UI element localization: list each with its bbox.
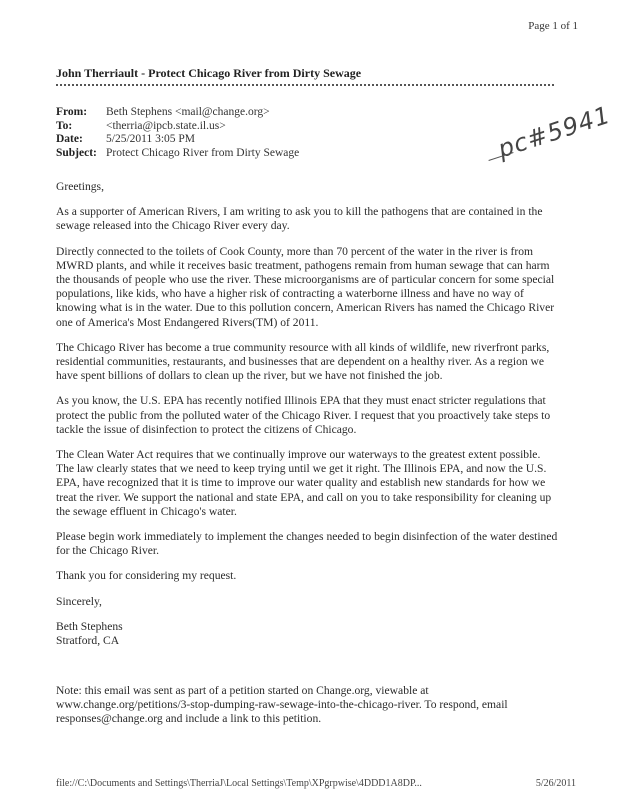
handwritten-annotation: pc#5941 bbox=[494, 100, 615, 164]
note-text: Note: this email was sent as part of a petition started on Change.org, viewable at www.change.org/petitions/3-stop-dumping-raw-sewage-into-the-chicago-river. To respond, email responses@change.org and include a link to this petition. bbox=[56, 684, 508, 726]
body-paragraph: Please begin work immediately to implement the changes needed to begin disinfection of the water destined for the Chicago River. bbox=[56, 530, 558, 558]
footer-date: 5/26/2011 bbox=[535, 778, 576, 789]
petition-note bbox=[56, 684, 560, 727]
header-value: Protect Chicago River from Dirty Sewage bbox=[106, 146, 300, 159]
body-paragraph: As a supporter of American Rivers, I am writing to ask you to kill the pathogens that are contained in the sewage released into the Chicago River every day. bbox=[56, 205, 543, 233]
print-footer bbox=[56, 778, 576, 789]
header-value: 5/25/2011 3:05 PM bbox=[106, 133, 196, 145]
signature-block bbox=[56, 620, 560, 648]
body-paragraph: The Chicago River has become a true community resource with all kinds of wildlife, new riverfront parks, residential communities, restaurants, and businesses that are dependent on a healthy river. As a region we have spent billions of dollars to clean up the river, but we have not finished the job. bbox=[56, 340, 550, 383]
header-to bbox=[56, 120, 299, 134]
email-headers bbox=[56, 106, 299, 160]
header-from bbox=[56, 106, 299, 120]
title-divider bbox=[56, 84, 554, 86]
body-paragraph: Thank you for considering my request. bbox=[56, 569, 237, 583]
header-label: Date: bbox=[56, 133, 83, 145]
header-subject bbox=[56, 147, 299, 161]
header-value: <therria@ipcb.state.il.us> bbox=[106, 119, 226, 132]
email-body bbox=[56, 180, 560, 648]
footer-path: file://C:\Documents and Settings\TherriaJ\Local Settings\Temp\XPgrpwise\4DDD1A8DP... bbox=[56, 778, 422, 789]
header-label: To: bbox=[56, 119, 73, 132]
header-date bbox=[56, 133, 299, 147]
header-label: Subject: bbox=[56, 146, 97, 159]
header-label: From: bbox=[56, 106, 88, 118]
header-value: Beth Stephens <mail@change.org> bbox=[106, 106, 270, 118]
page-number: Page 1 of 1 bbox=[528, 20, 578, 32]
signature-name: Beth Stephens bbox=[56, 619, 123, 633]
closing: Sincerely, bbox=[56, 594, 102, 608]
greeting: Greetings, bbox=[56, 180, 104, 193]
signature-location: Stratford, CA bbox=[56, 634, 120, 648]
email-title: John Therriault - Protect Chicago River from Dirty Sewage bbox=[56, 66, 362, 80]
body-paragraph: As you know, the U.S. EPA has recently notified Illinois EPA that they must enact stricter regulations that protect the public from the polluted water of the Chicago River. I request that you proactively take steps to tackle the issue of disinfection to protect the citizens of Chicago. bbox=[56, 394, 551, 436]
body-paragraph: The Clean Water Act requires that we continually improve our waterways to the greatest extent possible. The law clearly states that we need to keep trying until we get it right. The Illinois EPA, and now the U.S. EPA, have recognized that it is time to improve our water quality and establish new standards for how we treat the river. We support the national and state EPA, and call on you to take responsibility for cleaning up the sewage effluent in Chicago's water. bbox=[56, 448, 552, 518]
body-paragraph: Directly connected to the toilets of Cook County, more than 70 percent of the water in the river is from MWRD plants, and while it receives basic treatment, pathogens remain from human sewage that can harm the thousands of people who use the river. These microorganisms are of particular concern for some special populations, like kids, who have a higher risk of contracting a waterborne illness and have no way of knowing what is in the water. Due to this pollution concern, American Rivers has named the Chicago River one of America's Most Endangered Rivers(TM) of 2011. bbox=[56, 244, 555, 329]
